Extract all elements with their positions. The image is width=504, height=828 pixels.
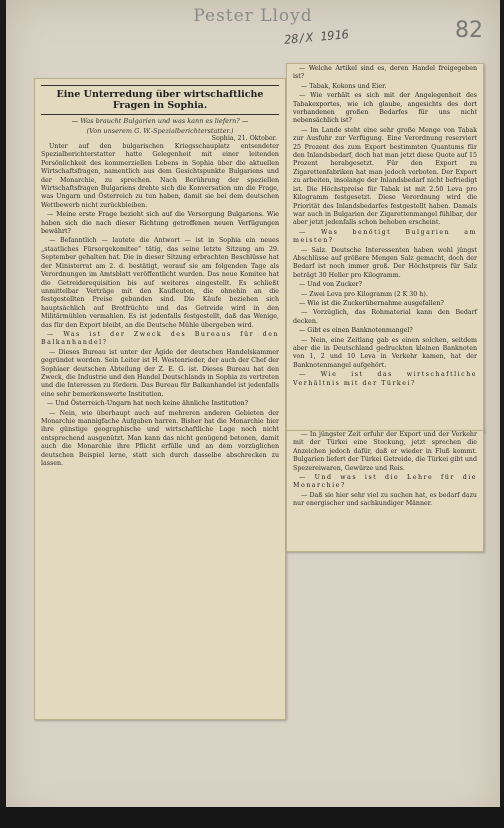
article-question: — Wie ist das wirtschaftliche Verhältnis mit der Türkei?	[293, 371, 477, 387]
page-number: 82	[455, 18, 483, 43]
article-paragraph: — Im Lande steht eine sehr große Menge von Tabak zur Ausfuhr zur Verfügung. Eine Verordnung reserviert 25 Prozent des zum Export bestimmten Quantums für den Inlandsbedarf, doch hat man jetzt diese Quote auf 15 Prozent herabgesetzt. Für den Export zu Zigarettenfabriken hat man jedoch verboten. Der Export zu arbeiten, insolange der Inlandsbedarf nicht befriedigt ist. Die Höchstpreise für Tabak ist mit 2.50 Leva pro Kilogramm festgesetzt. Diese Verordnung wird die Priorität des Inlandsbedarfes festgestellt haben. Damals war auch in Bulgarien der Zigarettenmangel fühlbar, der aber jetzt jedenfalls schon behoben erscheint.	[293, 126, 477, 227]
article-question: — Was ist der Zweck des Bureaus für den Balkanhandel?	[41, 330, 279, 347]
article-paragraph: — Salz. Deutsche Interessenten haben wohl jüngst Abschlüsse auf größere Mengen Salz gemacht, doch der Bedarf ist noch immer groß. Der Höchstpreis für Salz beträgt 30 Heller pro Kilogramm.	[293, 246, 477, 279]
article-question: — Und was ist die Lehre für die Monarchie?	[293, 474, 477, 490]
clipping-right-column-bottom	[286, 430, 484, 552]
article-question: — Meine erste Frage bezieht sich auf die Versorgung Bulgariens. Wie haben sich die nach dieser Richtung getroffenen neuen Verfügungen bewährt?	[41, 211, 279, 236]
article-paragraph: — Dieses Bureau ist unter der Ägide der deutschen Handelskammer gegründet worden. Sein Leiter ist H. Westenrieder, der auch der Chef der Sophiaer deutschen Abteilung der Z. E. G. ist. Dieses Bureau hat den Zweck, die Industrie und den Handel Deutschlands in Sophia zu vertreten und die Interessen zu fördern. Das Bureau für Balkanhandel ist jedenfalls eine sehr bemerkenswerte Institution.	[41, 348, 279, 398]
article-paragraph: — Befanntlich — lautete die Antwort — ist in Sophia ein neues „staatliches Fürsorgekomitee“ tätig, das seine letzte Sitzung am 29. September gehalten hat. Die in dieser Sitzung erbrachten Beschlüsse hat der Ministerrat am 2. d. bestätigt, worauf sie am folgenden Tage als Verordnungen im Amtsblatt veröffentlicht wurden. Das neue Komitee hat die Getreiderequisition bis auf weiteres eingestellt. Es schließt unmittelbar Verträge mit den Kaufleuten, die ohnehin an die festgestellten Preise gebunden sind. Die Käufe beziehen sich hauptsächlich auf Brotfrüchte und das Getreide wird in den Militärmühlen vermahlen. Es ist jedenfalls festgestellt, daß das Wenige, das für den Export bleibt, an die Deutsche Mühle übergeben wird.	[41, 237, 279, 329]
article-question: — Was benötigt Bulgarien am meisten?	[293, 228, 477, 245]
clipping-left-column	[34, 78, 286, 720]
clipping-right-column-top	[286, 63, 484, 432]
article-byline: (Von unserem G. W.-Spezialberichterstatter.)	[86, 127, 234, 135]
article-headline: Eine Unterredung über wirtschaftliche Fragen in Sophia.	[41, 85, 279, 115]
scan-background	[0, 807, 504, 828]
article-question: — Wie verhält es sich mit der Angelegenheit des Tabakexportes, wie ich glaube, angesichts des dort vorhandenen großen Bedarfes für uns nicht nebensächlich ist?	[293, 92, 477, 125]
article-question: — Gibt es einen Banknotenmangel?	[299, 327, 413, 335]
newspaper-masthead: Pester Lloyd	[193, 6, 313, 26]
article-paragraph: Unter auf den bulgarischen Kriegsschauplatz entsendeter Spezialberichterstatter hatte Gelegenheit mit einer leitenden Persönlichkeit des kommerziellen Lebens in Sophia über die aktuellen Wirtschaftsfragen, namentlich aus dem Gesichtspunkte Bulgariens und der Monarchie, zu sprechen. Nach Berührung der speziellen Wirtschaftsfragen Bulgariens drehte sich die Konversation um die Frage, was Ungarn und Österreich zu tun haben, damit sie bei dem deutschen Wettbewerb nicht zurückbleiben.	[41, 143, 279, 209]
article-question: — Und von Zucker?	[299, 281, 362, 289]
article-paragraph: — Zwei Leva pro Kilogramm (2 K 30 h).	[301, 290, 428, 298]
article-paragraph: — Tabak, Kokons und Eier.	[301, 82, 387, 90]
article-subhead: — Was braucht Bulgarien und was kann es liefern? —	[71, 117, 249, 125]
article-paragraph: — Daß sie hier sehr viel zu suchen hat, es bedarf dazu nur energischer und sachkundiger Männer.	[293, 491, 477, 508]
article-paragraph: — Vorzüglich, das Rohmaterial kann den Bedarf decken.	[293, 309, 477, 325]
article-paragraph: — Nein, eine Zeitlang gab es einen solchen, seitdem aber die in Deutschland gedruckten kleinen Banknoten von 1, 2 und 10 Leva in Verkehr kamen, hat der Banknotenmangel aufgehört.	[293, 336, 477, 369]
article-question: — Und Österreich-Ungarn hat noch keine ähnliche Institution?	[47, 400, 249, 408]
article-paragraph: — Nein, wie überhaupt auch auf mehreren anderen Gebieten der Monarchie mannigfache Aufgaben harren. Bisher hat die Monarchie hier ihre günstige geographische und wirtschaftliche Lage noch nicht entsprechend ausgenützt. Man kann das nicht genügend betonen, damit auch die Monarchie ihre Pflicht erfülle und an dem vorzüglichen deutschen Beispiel lerne, statt sich durch dasselbe abschrecken zu lassen.	[41, 409, 279, 468]
article-question: — Welche Artikel sind es, deren Handel freigegeben ist?	[293, 65, 477, 81]
article-question: — Wie ist die Zuckerübernahme ausgefallen?	[299, 299, 444, 307]
handwritten-date: 28/X 1916	[283, 27, 350, 47]
archive-sheet	[6, 0, 500, 822]
article-dateline: Sophia, 21. Oktober.	[211, 135, 277, 142]
article-paragraph: — In jüngster Zeit erfuhr der Export und der Verkehr mit der Türkei eine Stockung, jetzt sprechen die Anzeichen jedoch dafür, daß er wieder in Fluß kommt. Bulgarien liefert der Türkei Getreide, die Türkei gibt und Spezereiwaren, Gewürze und Reis.	[293, 431, 477, 472]
